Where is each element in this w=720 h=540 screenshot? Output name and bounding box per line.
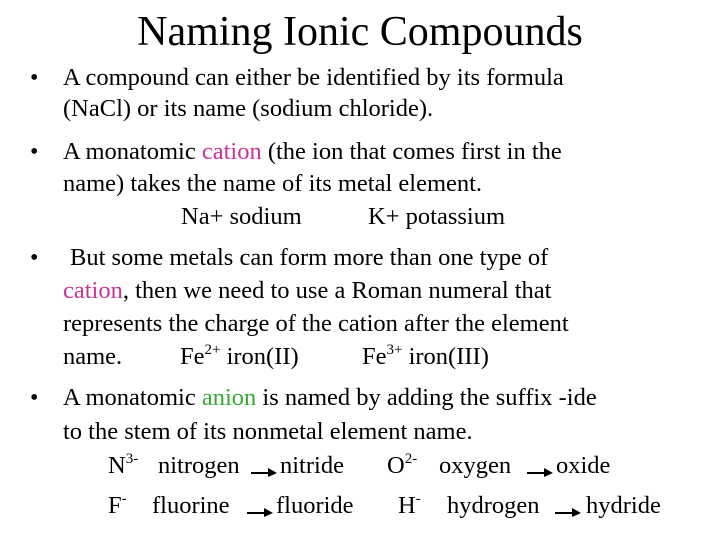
iron-ii-example: $Fe^{2+}$ iron(II) — [180, 342, 299, 370]
oxygen-symbol: $O^{2-}$ — [387, 451, 418, 479]
arrow-icon — [554, 503, 582, 517]
bullet-1-line-1: A compound can either be identified by its formula — [63, 64, 564, 91]
bullet-3-line-3: represents the charge of the cation after the element — [63, 310, 569, 337]
bullet-3-line-1: But some metals can form more than one type of — [70, 244, 549, 271]
example-potassium: K+ potassium — [368, 203, 505, 230]
slide-title: Naming Ionic Compounds — [137, 9, 583, 55]
example-sodium: Na+ sodium — [181, 203, 302, 230]
bullet-marker: • — [30, 385, 39, 411]
bullet-1-line-2: (NaCl) or its name (sodium chloride). — [63, 95, 434, 122]
nitride-ion: nitride — [280, 452, 344, 479]
hydrogen-element: hydrogen — [447, 492, 540, 519]
cation-term: cation — [63, 277, 123, 304]
fluorine-element: fluorine — [152, 492, 230, 519]
nitrogen-symbol: $N^{3-}$ — [108, 451, 139, 479]
bullet-4-line-2: to the stem of its nonmetal element name. — [63, 418, 473, 445]
anion-term: anion — [201, 384, 257, 411]
bullet-4-line-1: A monatomic anion is named by adding the suffix -ide — [63, 384, 597, 411]
arrow-icon — [526, 463, 554, 477]
bullet-marker: • — [30, 65, 39, 91]
hydride-ion: hydride — [586, 492, 661, 519]
hydrogen-symbol: H- — [398, 491, 421, 519]
bullet-2-line-1: A monatomic cation (the ion that comes first in the — [63, 138, 562, 165]
cation-term: cation — [201, 138, 262, 165]
iron-iii-example: $Fe^{3+}$ iron(III) — [362, 342, 489, 370]
nitrogen-element: nitrogen — [158, 452, 240, 479]
arrow-icon — [246, 503, 274, 517]
arrow-icon — [250, 463, 278, 477]
oxygen-element: oxygen — [439, 452, 512, 479]
bullet-marker: • — [30, 139, 39, 165]
bullet-2-line-2: name) takes the name of its metal element. — [63, 170, 483, 197]
oxide-ion: oxide — [556, 452, 611, 479]
bullet-3-line-2: cation, then we need to use a Roman numeral that — [63, 277, 552, 304]
bullet-3-line-4-label: name. — [63, 343, 123, 370]
fluoride-ion: fluoride — [276, 492, 354, 519]
bullet-marker: • — [30, 245, 39, 271]
fluorine-symbol: F- — [108, 491, 127, 519]
